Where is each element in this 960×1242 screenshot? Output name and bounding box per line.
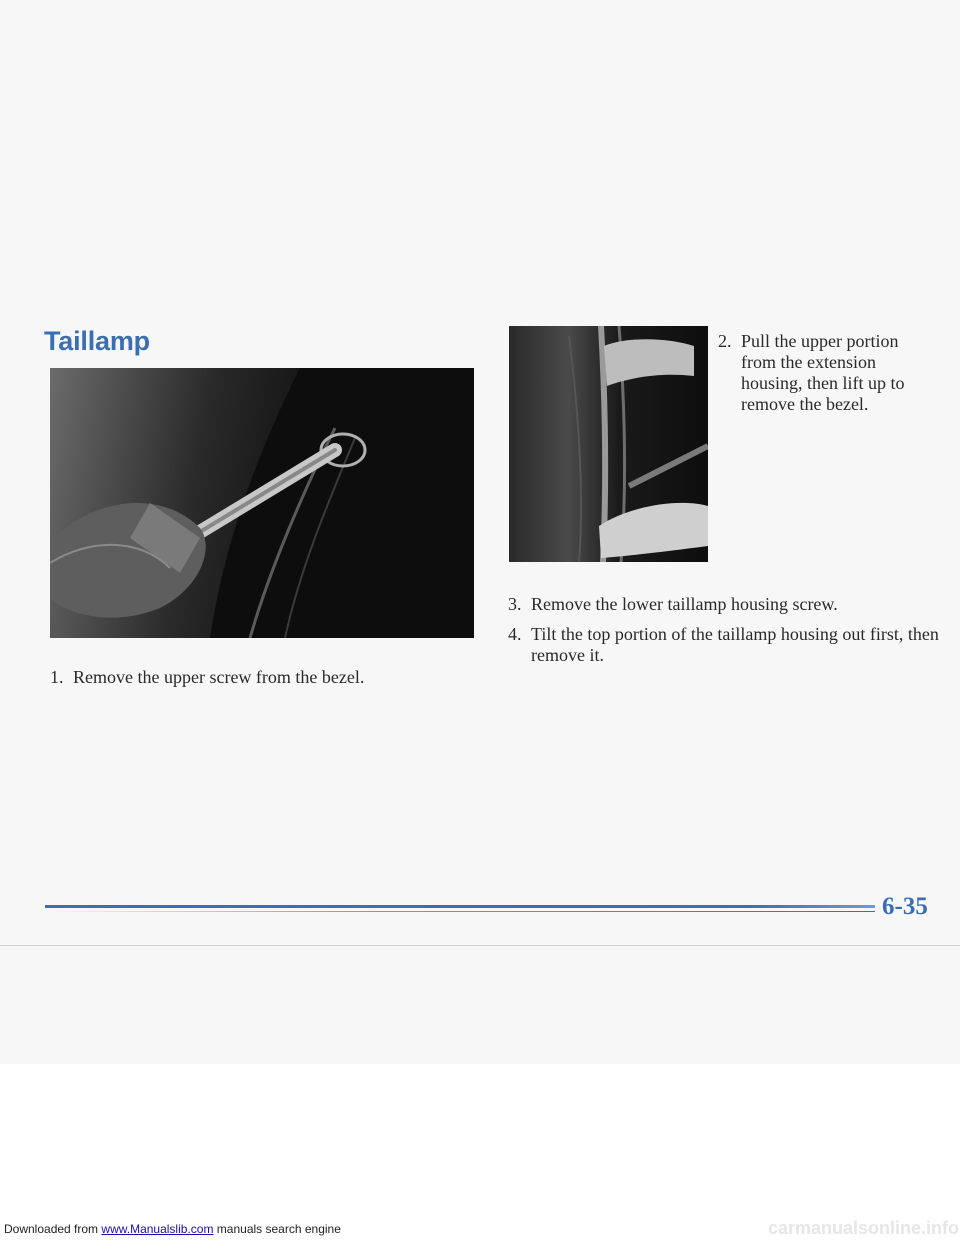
- page-divider: [0, 945, 960, 946]
- manualslib-link[interactable]: www.Manualslib.com: [101, 1222, 214, 1236]
- site-watermark: carmanualsonline.info: [768, 1218, 960, 1238]
- step-3-number: 3.: [508, 594, 522, 614]
- step-3: [508, 594, 948, 615]
- page-number: 6-35: [882, 893, 928, 920]
- step-2-number: 2.: [718, 331, 732, 351]
- step-4-text: Tilt the top portion of the taillamp housing out first, then remove it.: [531, 624, 939, 665]
- step-1: [50, 667, 470, 688]
- page-footer-rule: [45, 905, 875, 913]
- step-1-number: 1.: [50, 667, 64, 687]
- download-footer: [0, 1064, 960, 1242]
- photo-screwdriver-removing-bezel-screw: [50, 368, 474, 638]
- download-notice: [4, 1222, 341, 1236]
- step-2: [718, 331, 928, 415]
- step-4-number: 4.: [508, 624, 522, 644]
- photo-hands-removing-bezel: [509, 326, 708, 562]
- step-2-text: Pull the upper portion from the extension housing, then lift up to remove the bezel.: [741, 331, 905, 414]
- step-3-text: Remove the lower taillamp housing screw.: [531, 594, 838, 614]
- rule-thin-line: [45, 911, 875, 912]
- download-prefix: Downloaded from: [4, 1222, 99, 1236]
- rule-thick-line: [45, 905, 875, 908]
- download-suffix: manuals search engine: [216, 1222, 341, 1236]
- section-title: Taillamp: [44, 326, 150, 356]
- step-4: [508, 624, 948, 666]
- step-1-text: Remove the upper screw from the bezel.: [73, 667, 365, 687]
